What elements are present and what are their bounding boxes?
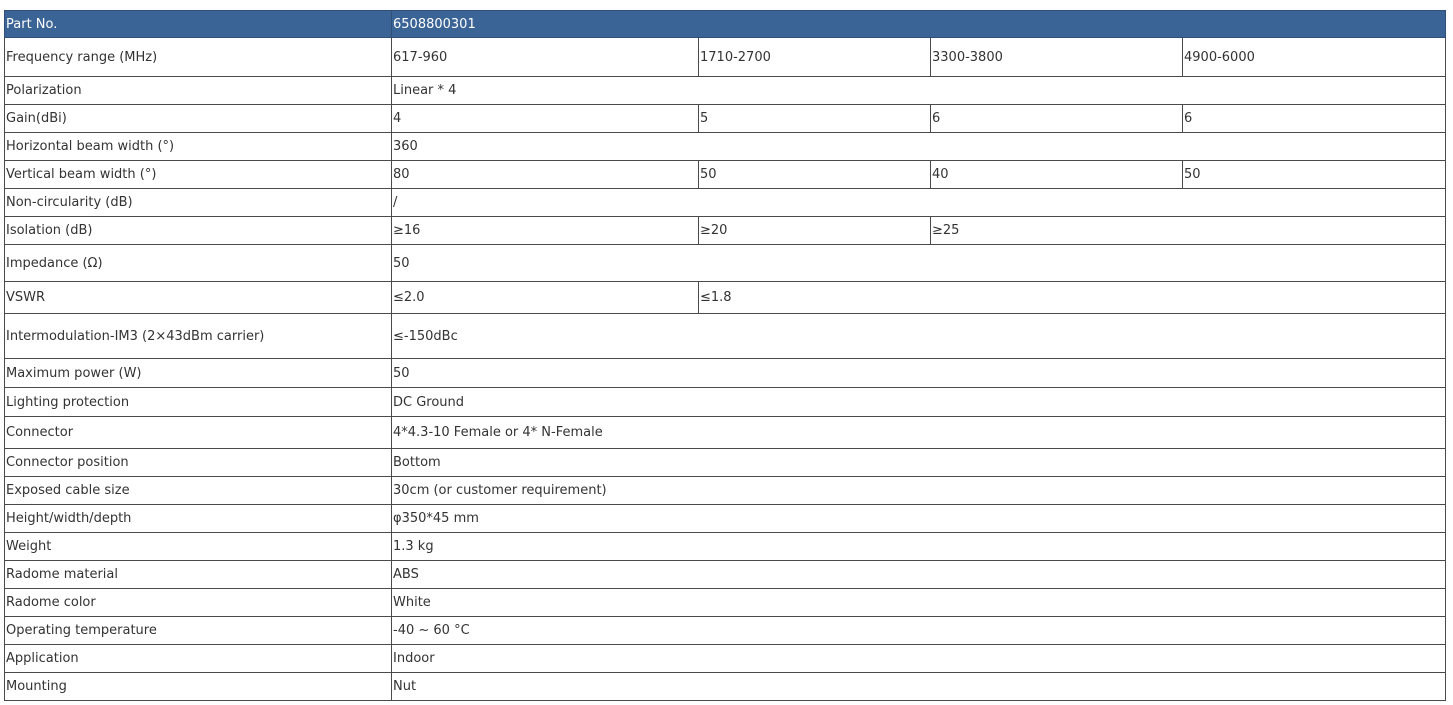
row-value: Indoor xyxy=(392,645,1446,673)
row-label: Height/width/depth xyxy=(5,505,392,533)
row-value: 50 xyxy=(699,161,931,189)
row-label: Gain(dBi) xyxy=(5,105,392,133)
row-value: 4 xyxy=(392,105,699,133)
table-row xyxy=(5,477,1446,505)
row-label: Radome color xyxy=(5,589,392,617)
row-value: 617-960 xyxy=(392,38,699,77)
row-label: Polarization xyxy=(5,77,392,105)
row-value: White xyxy=(392,589,1446,617)
part-no-label: Part No. xyxy=(5,11,392,38)
row-label: Connector xyxy=(5,417,392,449)
row-label: Non-circularity (dB) xyxy=(5,189,392,217)
row-value: 50 xyxy=(1183,161,1446,189)
row-value: ≤1.8 xyxy=(699,282,1446,314)
row-value: 6 xyxy=(1183,105,1446,133)
table-row xyxy=(5,417,1446,449)
row-label: Intermodulation-IM3 (2×43dBm carrier) xyxy=(5,314,392,359)
row-value: ≤2.0 xyxy=(392,282,699,314)
table-row xyxy=(5,561,1446,589)
row-label: VSWR xyxy=(5,282,392,314)
table-row xyxy=(5,282,1446,314)
row-value: φ350*45 mm xyxy=(392,505,1446,533)
table-row xyxy=(5,133,1446,161)
row-label: Mounting xyxy=(5,673,392,701)
row-value: Nut xyxy=(392,673,1446,701)
row-value: 360 xyxy=(392,133,1446,161)
row-value: / xyxy=(392,189,1446,217)
row-value: ≤-150dBc xyxy=(392,314,1446,359)
row-value: ≥20 xyxy=(699,217,931,245)
table-row xyxy=(5,645,1446,673)
row-label: Impedance (Ω) xyxy=(5,245,392,282)
row-label: Isolation (dB) xyxy=(5,217,392,245)
table-row xyxy=(5,533,1446,561)
row-value: 5 xyxy=(699,105,931,133)
row-value: Linear * 4 xyxy=(392,77,1446,105)
row-label: Exposed cable size xyxy=(5,477,392,505)
table-row xyxy=(5,161,1446,189)
row-value: 40 xyxy=(931,161,1183,189)
row-value: Bottom xyxy=(392,449,1446,477)
row-value: DC Ground xyxy=(392,388,1446,417)
table-row xyxy=(5,589,1446,617)
spec-table xyxy=(4,10,1446,701)
row-label: Maximum power (W) xyxy=(5,359,392,388)
table-row xyxy=(5,189,1446,217)
row-value: 6 xyxy=(931,105,1183,133)
table-row xyxy=(5,359,1446,388)
row-value: ≥25 xyxy=(931,217,1446,245)
row-value: ABS xyxy=(392,561,1446,589)
table-row xyxy=(5,673,1446,701)
table-row xyxy=(5,245,1446,282)
table-row xyxy=(5,505,1446,533)
table-row xyxy=(5,217,1446,245)
row-label: Operating temperature xyxy=(5,617,392,645)
table-row xyxy=(5,314,1446,359)
table-row xyxy=(5,617,1446,645)
row-value: 50 xyxy=(392,245,1446,282)
row-label: Connector position xyxy=(5,449,392,477)
table-row xyxy=(5,449,1446,477)
table-row xyxy=(5,38,1446,77)
row-value: 3300-3800 xyxy=(931,38,1183,77)
row-label: Application xyxy=(5,645,392,673)
row-value: 50 xyxy=(392,359,1446,388)
table-row xyxy=(5,105,1446,133)
table-header-row xyxy=(5,11,1446,38)
row-label: Frequency range (MHz) xyxy=(5,38,392,77)
row-label: Horizontal beam width (°) xyxy=(5,133,392,161)
row-label: Radome material xyxy=(5,561,392,589)
table-row xyxy=(5,77,1446,105)
table-row xyxy=(5,388,1446,417)
row-value: -40 ~ 60 °C xyxy=(392,617,1446,645)
part-no-value: 6508800301 xyxy=(392,11,1446,38)
row-value: 1.3 kg xyxy=(392,533,1446,561)
row-value: 30cm (or customer requirement) xyxy=(392,477,1446,505)
row-value: 4*4.3-10 Female or 4* N-Female xyxy=(392,417,1446,449)
row-value: ≥16 xyxy=(392,217,699,245)
row-label: Weight xyxy=(5,533,392,561)
row-value: 80 xyxy=(392,161,699,189)
row-value: 1710-2700 xyxy=(699,38,931,77)
row-value: 4900-6000 xyxy=(1183,38,1446,77)
row-label: Vertical beam width (°) xyxy=(5,161,392,189)
row-label: Lighting protection xyxy=(5,388,392,417)
